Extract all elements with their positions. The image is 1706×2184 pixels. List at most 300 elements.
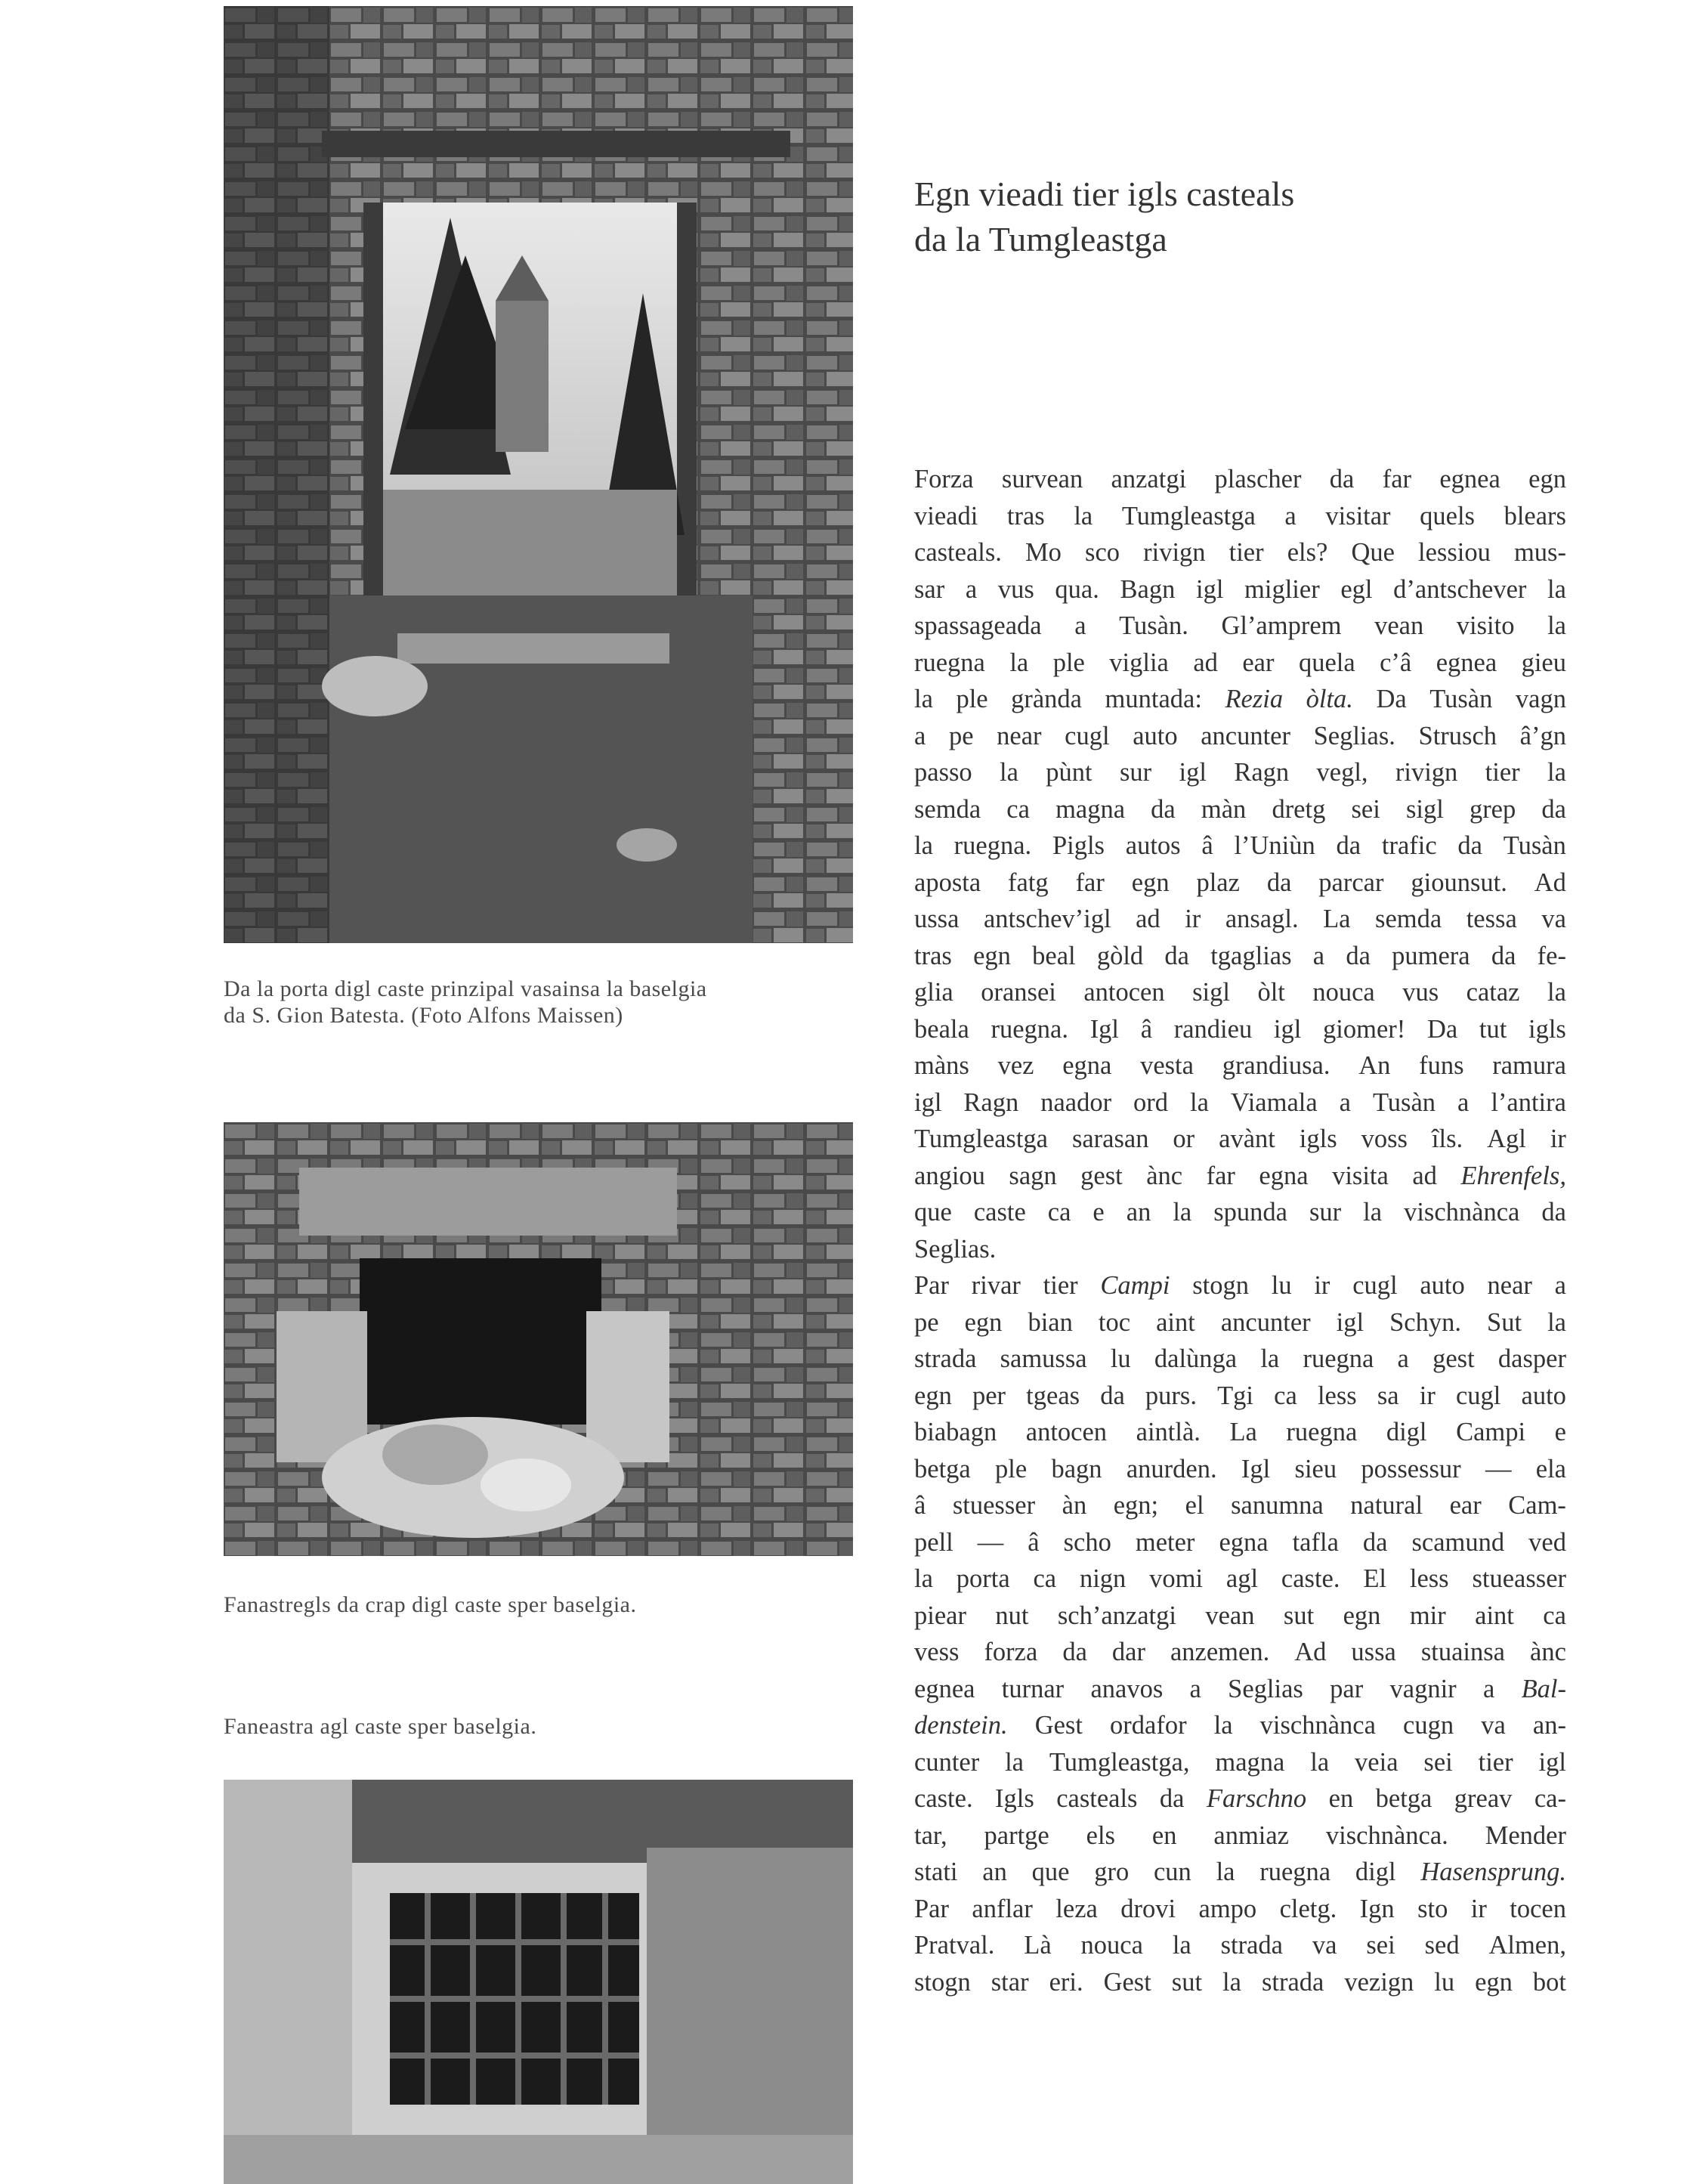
article-line xyxy=(914,1817,1566,1855)
article-word: â xyxy=(1028,1527,1040,1557)
article-word: vean xyxy=(1205,1601,1255,1630)
article-word: anurden. xyxy=(1126,1454,1217,1483)
article-word: or xyxy=(1173,1124,1195,1153)
article-word: la xyxy=(1547,978,1566,1007)
article-word: greav xyxy=(1454,1784,1513,1813)
article-word: da xyxy=(1362,1527,1388,1557)
article-word: e xyxy=(1093,1198,1105,1227)
article-word: an xyxy=(1126,1198,1151,1227)
article-word: egn xyxy=(973,941,1011,970)
article-word: far xyxy=(1075,868,1105,897)
article-word: ussa xyxy=(914,905,960,933)
article-word: egna xyxy=(1259,1161,1309,1190)
article-word: Tgi xyxy=(1217,1381,1254,1410)
article-word: sigl xyxy=(1192,978,1230,1007)
article-line xyxy=(914,1378,1566,1415)
article-word: ancunter xyxy=(1220,1307,1311,1337)
article-word: anflar xyxy=(972,1894,1033,1923)
article-word: a xyxy=(1074,611,1086,640)
article-word: sco xyxy=(1085,538,1120,567)
article-word: aint xyxy=(1475,1601,1514,1630)
article-word: ad xyxy=(1193,648,1218,677)
article-word: da xyxy=(1491,941,1516,970)
article-word: tras xyxy=(914,941,952,970)
article-line xyxy=(914,1707,1566,1744)
article-word: gest xyxy=(1432,1344,1475,1373)
article-word: vagnir xyxy=(1389,1674,1457,1703)
article-word: Tusàn xyxy=(1372,1087,1436,1117)
article-word: sei xyxy=(1366,1931,1395,1960)
article-word: Pratval. xyxy=(914,1931,995,1960)
article-word: caste. xyxy=(914,1784,973,1813)
article-word: la xyxy=(914,685,933,713)
article-word: strada xyxy=(1220,1931,1283,1960)
article-word: blears xyxy=(1504,501,1566,531)
article-word: toc xyxy=(1098,1307,1131,1337)
article-word: randieu xyxy=(1173,1014,1253,1044)
article-word: la xyxy=(1173,1198,1192,1227)
article-word: Tumgleastga xyxy=(1121,501,1256,531)
article-word: lu xyxy=(1434,1967,1455,1997)
caption-grate-photo: Faneastra agl caste sper baselgia. xyxy=(224,1714,537,1739)
article-word: va xyxy=(1481,1711,1506,1740)
article-word: porta xyxy=(956,1564,1010,1593)
article-word: Là xyxy=(1024,1931,1052,1960)
article-line xyxy=(914,1121,1566,1158)
article-word: la xyxy=(1260,1344,1280,1373)
article-line xyxy=(914,1487,1566,1524)
article-word: màn xyxy=(1201,794,1247,824)
article-word: igl xyxy=(1195,574,1224,604)
article-word: a xyxy=(1397,1344,1409,1373)
article-word: la xyxy=(1222,1967,1241,1997)
article-line xyxy=(914,461,1566,498)
article-word: strada xyxy=(1261,1967,1324,1997)
article-word: magna xyxy=(1055,794,1126,824)
article-word: c’â xyxy=(1380,648,1412,677)
article-line xyxy=(914,1891,1566,1928)
article-word: la xyxy=(1363,1198,1383,1227)
article-word: less xyxy=(1317,1381,1357,1410)
article-word: nign xyxy=(1079,1564,1127,1593)
article-word: la xyxy=(1547,574,1566,604)
article-word: vess xyxy=(914,1638,960,1666)
article-word: cugl xyxy=(1455,1381,1501,1410)
article-word: ad xyxy=(1412,1161,1437,1190)
article-word: meter xyxy=(1135,1527,1195,1557)
article-word: Igls xyxy=(995,1784,1034,1813)
article-word: egna xyxy=(1062,1051,1112,1080)
article-line xyxy=(914,974,1566,1011)
article-title xyxy=(914,172,1594,262)
article-word: â xyxy=(1140,1014,1153,1044)
article-word: la xyxy=(1009,648,1029,677)
article-word: giounsut. xyxy=(1411,868,1507,897)
article-word: vischnànca xyxy=(1404,1198,1520,1227)
article-word: da xyxy=(1062,1638,1087,1666)
article-word: anzatgi xyxy=(1111,465,1187,493)
article-word: drovi xyxy=(1120,1894,1176,1923)
article-word: lessiou xyxy=(1418,538,1491,567)
article-word: ampo xyxy=(1198,1894,1257,1923)
article-word: ussa xyxy=(1351,1638,1396,1666)
article-word: turnar xyxy=(1001,1674,1065,1703)
article-word: ear xyxy=(1242,648,1275,677)
article-word: purs. xyxy=(1145,1381,1197,1410)
barred-window-photo xyxy=(224,1780,853,2184)
article-word: Gest xyxy=(1103,1967,1151,1997)
article-word: digl xyxy=(1355,1858,1396,1886)
article-word: nouca xyxy=(1312,978,1375,1007)
article-word: survean xyxy=(1001,465,1083,493)
article-word: veia xyxy=(1355,1747,1398,1777)
article-line xyxy=(914,1854,1566,1891)
article-word: egn xyxy=(1131,868,1170,897)
article-word: tgaglias xyxy=(1210,941,1292,970)
article-word: an xyxy=(982,1858,1007,1886)
article-word: mus- xyxy=(1513,538,1566,567)
article-body xyxy=(914,461,1566,2000)
article-line xyxy=(914,1451,1566,1488)
article-word: Seglias xyxy=(1228,1674,1303,1703)
article-word: sagn xyxy=(1009,1161,1057,1190)
article-word: a xyxy=(1482,1674,1495,1703)
article-word: angiou xyxy=(914,1161,985,1190)
article-word: forza xyxy=(984,1638,1038,1666)
article-line xyxy=(914,1598,1566,1635)
article-word: Forza xyxy=(914,465,974,493)
article-word: ruegna xyxy=(1303,1344,1374,1373)
article-line xyxy=(914,645,1566,682)
article-line xyxy=(914,1047,1566,1084)
article-word: glia xyxy=(914,978,953,1007)
article-word: nouca xyxy=(1080,1931,1143,1960)
article-word: da xyxy=(1541,794,1566,824)
article-word: natural xyxy=(1350,1491,1423,1520)
article-word: per xyxy=(972,1381,1006,1410)
article-word: îls. xyxy=(1431,1124,1463,1153)
article-word: ruegna. xyxy=(991,1014,1068,1044)
article-word: Mo xyxy=(1025,538,1062,567)
article-word: da xyxy=(1336,831,1361,860)
article-line xyxy=(914,1780,1566,1817)
article-word: La xyxy=(1323,905,1351,933)
article-line xyxy=(914,828,1566,865)
article-word: an- xyxy=(1532,1711,1566,1740)
article-word: star xyxy=(991,1967,1029,1997)
article-word: da xyxy=(1346,941,1371,970)
article-word: strada xyxy=(914,1344,977,1373)
article-line xyxy=(914,754,1566,791)
article-word: tier xyxy=(1485,758,1520,787)
article-word: â xyxy=(1201,831,1213,860)
article-word: rivign xyxy=(1143,538,1206,567)
article-word: a xyxy=(1457,1087,1470,1117)
article-word: egl xyxy=(1340,574,1373,604)
article-word: quela xyxy=(1298,648,1355,677)
article-word: semda xyxy=(1375,905,1442,933)
article-word: Par xyxy=(914,1271,949,1300)
article-word: passo xyxy=(914,758,972,787)
article-word: va xyxy=(1541,905,1566,933)
article-word: ànc xyxy=(1530,1638,1566,1666)
article-word: lu xyxy=(1110,1344,1131,1373)
article-word: tgeas xyxy=(1026,1381,1080,1410)
article-word: naador xyxy=(1040,1087,1112,1117)
article-word: vesta xyxy=(1140,1051,1194,1080)
article-word: sed xyxy=(1424,1931,1460,1960)
article-word: ir xyxy=(1419,1381,1436,1410)
article-word: sur xyxy=(1309,1198,1342,1227)
article-word: pe xyxy=(914,1307,939,1337)
article-word: sur xyxy=(1120,758,1152,787)
title-line: Egn vieadi tier igls casteals xyxy=(914,174,1295,213)
article-word: dasper xyxy=(1497,1344,1566,1373)
article-word: Ragn xyxy=(1234,758,1290,787)
article-word: egnea xyxy=(914,1674,975,1703)
article-word: òlta. xyxy=(1306,685,1353,713)
article-word: — xyxy=(977,1527,1004,1557)
article-word: stueasser xyxy=(1472,1564,1566,1593)
article-word: stogn xyxy=(914,1967,971,1997)
article-word: la xyxy=(1547,611,1566,640)
article-word: beal xyxy=(1032,941,1076,970)
article-word: igl xyxy=(1538,1747,1566,1777)
article-word: antocen xyxy=(1083,978,1165,1007)
article-word: bagn xyxy=(1051,1454,1102,1483)
article-word: ple xyxy=(995,1454,1028,1483)
article-line xyxy=(914,1011,1566,1048)
article-word: sch’anzatgi xyxy=(1057,1601,1176,1630)
article-word: l’antira xyxy=(1491,1087,1566,1117)
article-word: la xyxy=(1172,1931,1191,1960)
article-word: a xyxy=(914,721,926,750)
article-word: ir xyxy=(1314,1271,1330,1300)
article-word: Almen, xyxy=(1488,1931,1566,1960)
article-line xyxy=(914,1304,1566,1341)
article-word: a xyxy=(1284,501,1296,531)
article-word: aint xyxy=(1156,1307,1195,1337)
article-word: auto xyxy=(1133,721,1178,750)
article-line xyxy=(914,681,1566,718)
article-word: cugn xyxy=(1403,1711,1454,1740)
caption-line: Da la porta digl caste prinzipal vasainsa la baselgia xyxy=(224,976,707,1001)
article-word: tut xyxy=(1479,1014,1507,1044)
article-word: betga xyxy=(914,1454,971,1483)
article-word: ca xyxy=(1274,1381,1297,1410)
article-line xyxy=(914,608,1566,645)
article-word: sieu xyxy=(1294,1454,1337,1483)
article-word: tafla xyxy=(1292,1527,1339,1557)
stone-window-photo xyxy=(224,1122,853,1556)
article-word: Seglias. xyxy=(914,1234,997,1264)
article-word: la xyxy=(914,1564,933,1593)
article-line xyxy=(914,718,1566,755)
article-line xyxy=(914,938,1566,975)
article-word: a xyxy=(1339,1087,1351,1117)
article-word: mir xyxy=(1409,1601,1446,1630)
article-word: la xyxy=(1547,1307,1566,1337)
article-word: Ehrenfels, xyxy=(1460,1161,1566,1190)
article-word: far xyxy=(1382,465,1412,493)
article-word: da xyxy=(1100,1381,1125,1410)
article-word: ruegna xyxy=(1259,1858,1331,1886)
article-word: lu xyxy=(1271,1271,1292,1300)
article-word: Tusàn. xyxy=(1119,611,1188,640)
article-word: bot xyxy=(1532,1967,1566,1997)
article-word: sei xyxy=(1351,794,1380,824)
article-word: Seglias. xyxy=(1313,721,1395,750)
article-word: da xyxy=(1159,1784,1185,1813)
article-word: Ad xyxy=(1534,868,1566,897)
article-word: la xyxy=(1310,1747,1330,1777)
article-word: less xyxy=(1409,1564,1449,1593)
article-word: vezign xyxy=(1344,1967,1414,1997)
article-word: parcar xyxy=(1318,868,1384,897)
article-word: Pigls xyxy=(1052,831,1105,860)
article-word: tier xyxy=(1478,1747,1513,1777)
article-word: vez xyxy=(997,1051,1034,1080)
article-word: auto xyxy=(1521,1381,1566,1410)
article-word: la xyxy=(914,831,933,860)
article-word: sut xyxy=(1283,1601,1315,1630)
article-word: antschev’igl xyxy=(983,905,1111,933)
article-word: qua. xyxy=(1055,574,1099,604)
article-word: d’antschever xyxy=(1393,574,1527,604)
article-word: igls xyxy=(1299,1124,1337,1153)
article-line xyxy=(914,1634,1566,1671)
article-word: ruegna. xyxy=(953,831,1032,860)
article-word: casteals xyxy=(1056,1784,1138,1813)
article-line xyxy=(914,571,1566,608)
article-word: que xyxy=(914,1198,952,1227)
article-word: agl xyxy=(1225,1564,1259,1593)
article-word: Igl xyxy=(1089,1014,1120,1044)
article-line xyxy=(914,1414,1566,1451)
article-word: Gest xyxy=(1034,1711,1083,1740)
article-word: Par xyxy=(914,1894,949,1923)
article-word: vegl, xyxy=(1316,758,1368,787)
article-word: da xyxy=(1541,1198,1566,1227)
article-word: voss xyxy=(1361,1124,1408,1153)
article-word: sigl xyxy=(1405,794,1444,824)
article-word: An xyxy=(1358,1051,1391,1080)
article-word: da xyxy=(1151,794,1176,824)
article-word: eri. xyxy=(1049,1967,1083,1997)
article-word: vischnànca. xyxy=(1325,1821,1448,1850)
article-word: grandiusa. xyxy=(1222,1051,1330,1080)
article-line xyxy=(914,865,1566,902)
article-word: muntada: xyxy=(1105,685,1202,713)
article-word: ruegna xyxy=(914,648,985,677)
article-word: ir xyxy=(1185,905,1201,933)
article-word: Hasensprung. xyxy=(1420,1858,1566,1886)
article-word: va xyxy=(1312,1931,1337,1960)
article-word: dalùnga xyxy=(1154,1344,1238,1373)
article-word: â xyxy=(914,1491,926,1520)
article-word: ear xyxy=(1449,1491,1482,1520)
article-word: ad xyxy=(1136,905,1161,933)
article-word: egna xyxy=(1219,1527,1269,1557)
article-word: Farschno xyxy=(1206,1784,1307,1813)
article-word: ord xyxy=(1133,1087,1169,1117)
caption-line: da S. Gion Batesta. (Foto Alfons Maissen) xyxy=(224,1003,623,1028)
article-word: cunter xyxy=(914,1747,980,1777)
article-word: igl xyxy=(1336,1307,1364,1337)
article-word: anavos xyxy=(1090,1674,1164,1703)
article-word: piear xyxy=(914,1601,966,1630)
article-word: e xyxy=(1554,1418,1566,1446)
article-word: la xyxy=(1547,758,1566,787)
article-word: miglier xyxy=(1244,574,1320,604)
article-word: egn xyxy=(964,1307,1003,1337)
article-word: els xyxy=(1086,1821,1115,1850)
article-word: leza xyxy=(1055,1894,1098,1923)
article-word: betga xyxy=(1375,1784,1432,1813)
article-word: denstein. xyxy=(914,1711,1008,1740)
article-word: grep xyxy=(1469,794,1516,824)
article-word: auto xyxy=(1420,1271,1465,1300)
article-line xyxy=(914,1084,1566,1121)
article-word: pùnt xyxy=(1046,758,1093,787)
article-word: la xyxy=(1074,501,1093,531)
article-word: nut xyxy=(995,1601,1029,1630)
article-word: Da xyxy=(1376,685,1407,713)
article-word: aintlà. xyxy=(1136,1418,1201,1446)
article-word: egn xyxy=(914,1381,952,1410)
article-word: ca xyxy=(1543,1601,1566,1630)
article-word: Que xyxy=(1351,538,1395,567)
article-word: egnea xyxy=(1439,465,1500,493)
article-word: plaz xyxy=(1196,868,1240,897)
article-word: ir xyxy=(1550,1124,1566,1153)
article-word: sto xyxy=(1417,1894,1448,1923)
article-word: anmiaz xyxy=(1213,1821,1289,1850)
article-word: â’gn xyxy=(1519,721,1566,750)
article-word: partge xyxy=(984,1821,1049,1850)
article-word: vean xyxy=(1374,611,1424,640)
article-word: visitar xyxy=(1325,501,1391,531)
article-word: funs xyxy=(1419,1051,1464,1080)
article-word: Campi xyxy=(1100,1271,1170,1300)
article-line xyxy=(914,1524,1566,1561)
article-word: scho xyxy=(1063,1527,1111,1557)
article-word: visito xyxy=(1456,611,1515,640)
article-word: casteals. xyxy=(914,538,1002,567)
article-word: vus xyxy=(997,574,1034,604)
article-word: igl xyxy=(914,1087,942,1117)
article-word: rivar xyxy=(971,1271,1021,1300)
article-word: semda xyxy=(914,794,981,824)
article-word: plascher xyxy=(1214,465,1302,493)
article-word: màns xyxy=(914,1051,969,1080)
article-word: samussa xyxy=(1000,1344,1087,1373)
article-word: da xyxy=(1457,831,1482,860)
article-word: Tusàn xyxy=(1503,831,1566,860)
article-word: trafic xyxy=(1381,831,1437,860)
article-line xyxy=(914,901,1566,938)
article-word: sei xyxy=(1423,1747,1453,1777)
article-line xyxy=(914,1964,1566,2001)
article-word: quels xyxy=(1420,501,1475,531)
article-word: caste. xyxy=(1281,1564,1340,1593)
article-word: Schyn. xyxy=(1389,1307,1461,1337)
article-word: Rezia xyxy=(1225,685,1284,713)
article-word: igl xyxy=(1179,758,1207,787)
article-word: Da xyxy=(1426,1014,1458,1044)
article-word: ved xyxy=(1528,1527,1566,1557)
article-word: biabagn xyxy=(914,1418,997,1446)
